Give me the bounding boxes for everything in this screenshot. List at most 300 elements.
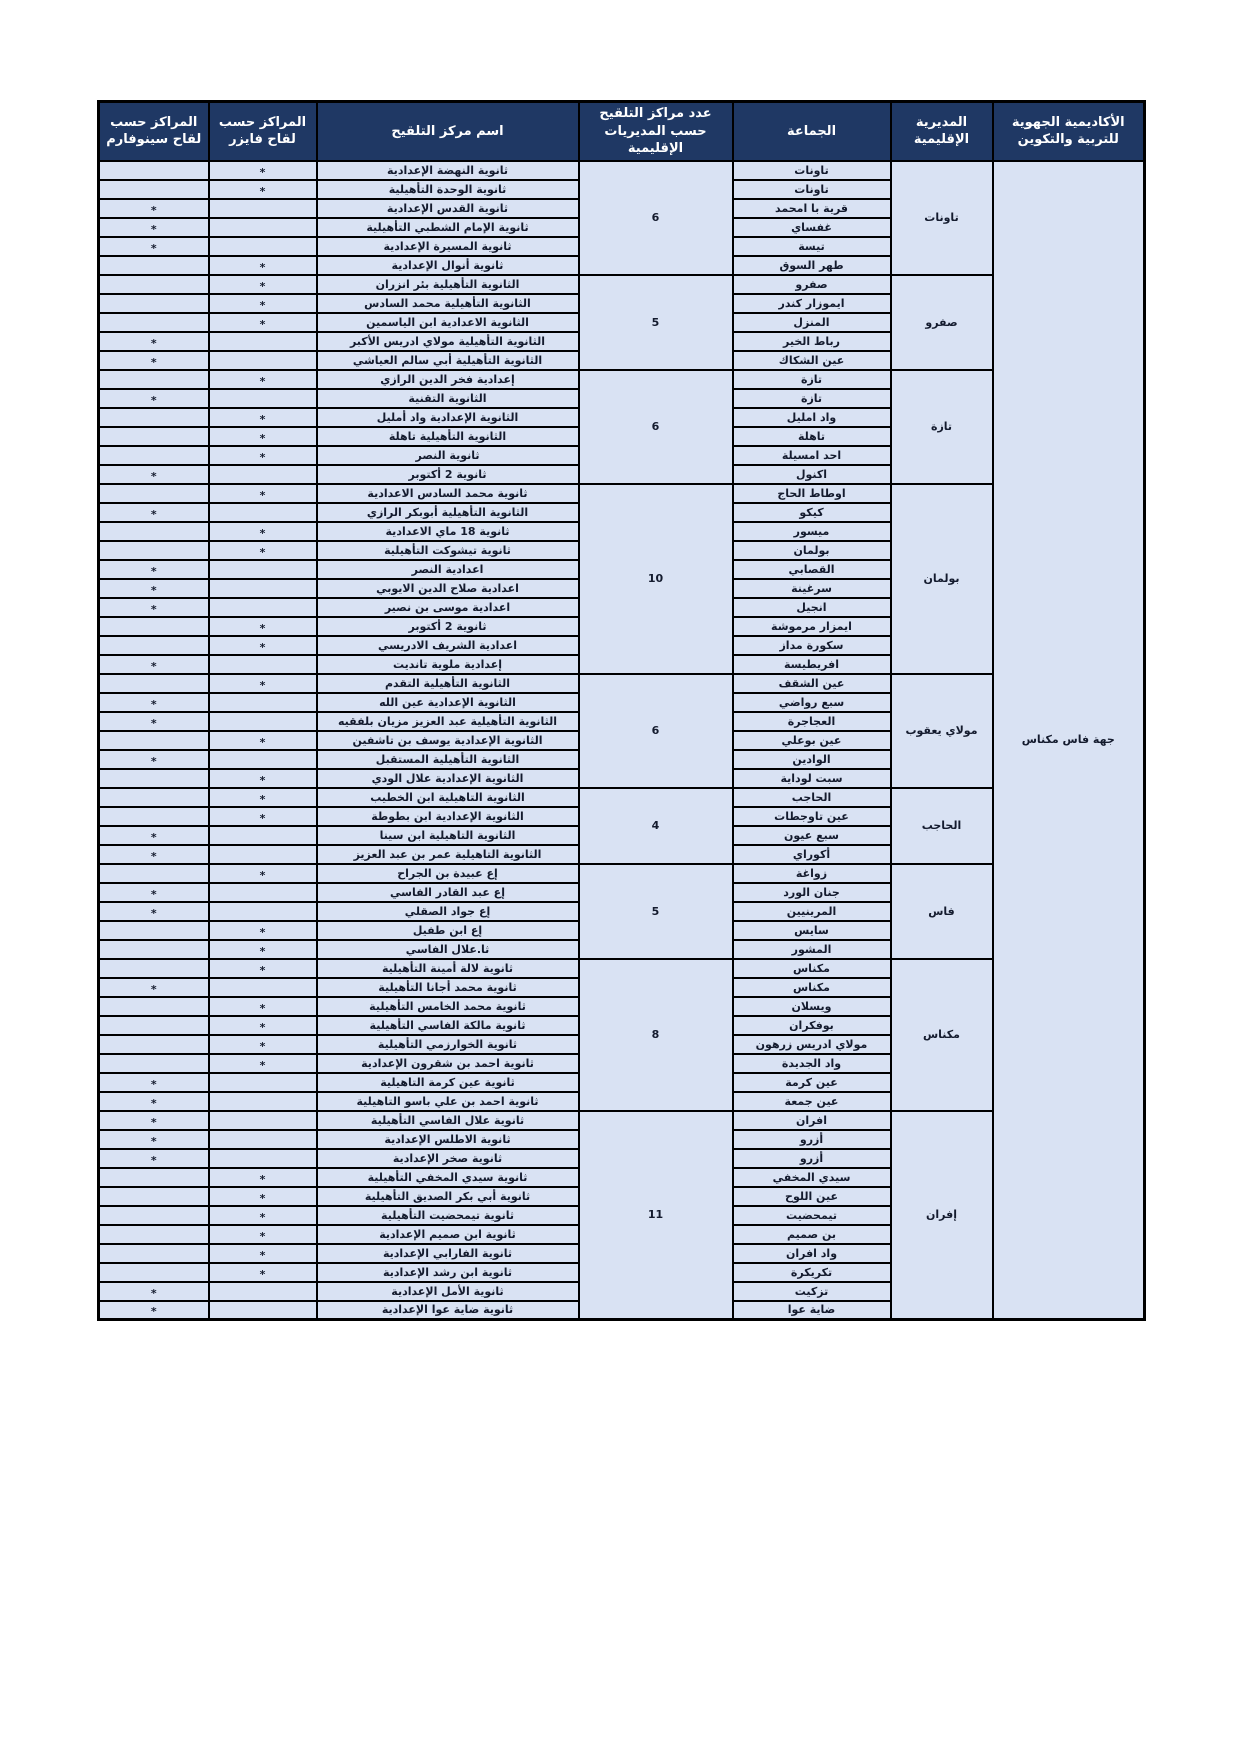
sinopharm-mark-cell [99, 1016, 209, 1035]
center-name-cell: الثانوية التأهيلية بئر انزران [317, 275, 579, 294]
commune-cell: أكوراي [733, 845, 891, 864]
pfizer-mark-cell [209, 864, 317, 883]
sinopharm-mark-cell [99, 465, 209, 484]
commune-cell: بولمان [733, 541, 891, 560]
pfizer-mark-cell [209, 902, 317, 921]
sinopharm-mark-cell [99, 1301, 209, 1320]
commune-cell: ايمزار مرموشة [733, 617, 891, 636]
commune-cell: سيدي المخفي [733, 1168, 891, 1187]
sinopharm-mark-cell [99, 845, 209, 864]
pfizer-mark-cell [209, 712, 317, 731]
center-name-cell: ثانوية ضاية عوا الإعدادية [317, 1301, 579, 1320]
count-cell: 11 [579, 1111, 733, 1320]
sinopharm-mark-cell [99, 351, 209, 370]
star-mark: * [259, 640, 266, 654]
pfizer-mark-cell [209, 370, 317, 389]
pfizer-mark-cell [209, 1130, 317, 1149]
center-name-cell: اعدادية موسى بن نصير [317, 598, 579, 617]
center-name-cell: الثانوية الاعدادية ابن الياسمين [317, 313, 579, 332]
center-name-cell: ثانوية الاطلس الإعدادية [317, 1130, 579, 1149]
commune-cell: تيسة [733, 237, 891, 256]
star-mark: * [150, 1153, 157, 1167]
center-name-cell: ثانوية 2 أكتوبر [317, 617, 579, 636]
pfizer-mark-cell [209, 1149, 317, 1168]
center-name-cell: ثانوية محمد الخامس التأهيلية [317, 997, 579, 1016]
sinopharm-mark-cell [99, 1073, 209, 1092]
star-mark: * [259, 1210, 266, 1224]
count-cell: 6 [579, 674, 733, 788]
sinopharm-mark-cell [99, 1244, 209, 1263]
center-name-cell: اعدادية الشريف الادريسي [317, 636, 579, 655]
sinopharm-mark-cell [99, 921, 209, 940]
pfizer-mark-cell [209, 807, 317, 826]
sinopharm-mark-cell [99, 731, 209, 750]
sinopharm-mark-cell [99, 617, 209, 636]
sinopharm-mark-cell [99, 997, 209, 1016]
sinopharm-mark-cell [99, 693, 209, 712]
sinopharm-mark-cell [99, 1054, 209, 1073]
star-mark: * [259, 165, 266, 179]
pfizer-mark-cell [209, 522, 317, 541]
star-mark: * [150, 1096, 157, 1110]
pfizer-mark-cell [209, 313, 317, 332]
commune-cell: عين بوعلي [733, 731, 891, 750]
sinopharm-mark-cell [99, 579, 209, 598]
commune-cell: تاهلة [733, 427, 891, 446]
pfizer-mark-cell [209, 750, 317, 769]
pfizer-mark-cell [209, 598, 317, 617]
table-row [99, 1111, 1145, 1130]
center-name-cell: ثانوية محمد أجانا التأهيلية [317, 978, 579, 997]
header-center-name: اسم مركز التلقيح [317, 102, 579, 161]
star-mark: * [259, 279, 266, 293]
sinopharm-mark-cell [99, 522, 209, 541]
pfizer-mark-cell [209, 693, 317, 712]
sinopharm-mark-cell [99, 1035, 209, 1054]
pfizer-mark-cell [209, 218, 317, 237]
sinopharm-mark-cell [99, 256, 209, 275]
sinopharm-mark-cell [99, 560, 209, 579]
star-mark: * [259, 526, 266, 540]
star-mark: * [150, 336, 157, 350]
center-name-cell: الثانوية الإعدادية ابن بطوطة [317, 807, 579, 826]
center-name-cell: ثانوية احمد بن شقرون الإعدادية [317, 1054, 579, 1073]
commune-cell: سبع عيون [733, 826, 891, 845]
pfizer-mark-cell [209, 446, 317, 465]
center-name-cell: ثانوية علال الفاسي التأهيلية [317, 1111, 579, 1130]
center-name-cell: ثانوية الوحدة التأهيلية [317, 180, 579, 199]
pfizer-mark-cell [209, 636, 317, 655]
table-row [99, 275, 1145, 294]
pfizer-mark-cell [209, 161, 317, 180]
pfizer-mark-cell [209, 180, 317, 199]
star-mark: * [150, 1077, 157, 1091]
pfizer-mark-cell [209, 1225, 317, 1244]
center-name-cell: الثانوية التأهيلية أبي سالم العياشي [317, 351, 579, 370]
star-mark: * [259, 298, 266, 312]
star-mark: * [259, 678, 266, 692]
sinopharm-mark-cell [99, 484, 209, 503]
sinopharm-mark-cell [99, 275, 209, 294]
star-mark: * [259, 1248, 266, 1262]
pfizer-mark-cell [209, 1168, 317, 1187]
vaccination-centers-table-container [97, 100, 1146, 1321]
sinopharm-mark-cell [99, 1282, 209, 1301]
sinopharm-mark-cell [99, 1187, 209, 1206]
pfizer-mark-cell [209, 940, 317, 959]
center-name-cell: ثانوية لالة أمينة التأهيلية [317, 959, 579, 978]
star-mark: * [150, 241, 157, 255]
pfizer-mark-cell [209, 560, 317, 579]
header-pfizer: المراكز حسب لقاح فايزر [209, 102, 317, 161]
academy-cell: جهة فاس مكناس [993, 161, 1145, 1320]
commune-cell: تزكيت [733, 1282, 891, 1301]
commune-cell: سبع رواضي [733, 693, 891, 712]
star-mark: * [150, 906, 157, 920]
commune-cell: عين اللوح [733, 1187, 891, 1206]
pfizer-mark-cell [209, 1187, 317, 1206]
table-row [99, 864, 1145, 883]
center-name-cell: ثانوية محمد السادس الاعدادية [317, 484, 579, 503]
star-mark: * [259, 260, 266, 274]
star-mark: * [150, 849, 157, 863]
pfizer-mark-cell [209, 1111, 317, 1130]
commune-cell: طهر السوق [733, 256, 891, 275]
center-name-cell: ثانوية مالكة الفاسي التأهيلية [317, 1016, 579, 1035]
star-mark: * [150, 830, 157, 844]
sinopharm-mark-cell [99, 161, 209, 180]
table-row [99, 959, 1145, 978]
pfizer-mark-cell [209, 484, 317, 503]
center-name-cell: الثانوية التأهيلية المستقبل [317, 750, 579, 769]
pfizer-mark-cell [209, 655, 317, 674]
center-name-cell: ثانوية الأمل الإعدادية [317, 1282, 579, 1301]
commune-cell: انجيل [733, 598, 891, 617]
commune-cell: واد افران [733, 1244, 891, 1263]
pfizer-mark-cell [209, 465, 317, 484]
header-sinopharm: المراكز حسب لقاح سينوفارم [99, 102, 209, 161]
pfizer-mark-cell [209, 199, 317, 218]
sinopharm-mark-cell [99, 959, 209, 978]
star-mark: * [259, 868, 266, 882]
sinopharm-mark-cell [99, 503, 209, 522]
center-name-cell: إعدادية ملوية تانديت [317, 655, 579, 674]
star-mark: * [150, 469, 157, 483]
sinopharm-mark-cell [99, 826, 209, 845]
commune-cell: تازة [733, 389, 891, 408]
sinopharm-mark-cell [99, 902, 209, 921]
commune-cell: مولاي ادريس زرهون [733, 1035, 891, 1054]
star-mark: * [259, 811, 266, 825]
commune-cell: زواغة [733, 864, 891, 883]
commune-cell: غفساي [733, 218, 891, 237]
header-directorate: المديرية الإقليمية [891, 102, 993, 161]
center-name-cell: إعدادية فخر الدين الرازي [317, 370, 579, 389]
header-centers-count: عدد مراكز التلقيح حسب المديريات الإقليمية [579, 102, 733, 161]
pfizer-mark-cell [209, 389, 317, 408]
sinopharm-mark-cell [99, 294, 209, 313]
center-name-cell: ثانوية ابن رشد الإعدادية [317, 1263, 579, 1282]
center-name-cell: ثانوية النهضة الإعدادية [317, 161, 579, 180]
center-name-cell: ثانوية القدس الإعدادية [317, 199, 579, 218]
sinopharm-mark-cell [99, 750, 209, 769]
star-mark: * [150, 887, 157, 901]
center-name-cell: ثانوية الفارابي الإعدادية [317, 1244, 579, 1263]
center-name-cell: الثانوية التقنية [317, 389, 579, 408]
pfizer-mark-cell [209, 1244, 317, 1263]
directorate-cell: تازة [891, 370, 993, 484]
commune-cell: ويسلان [733, 997, 891, 1016]
count-cell: 6 [579, 370, 733, 484]
center-name-cell: الثانوية التاهيلية ابن سينا [317, 826, 579, 845]
pfizer-mark-cell [209, 978, 317, 997]
star-mark: * [259, 963, 266, 977]
sinopharm-mark-cell [99, 940, 209, 959]
star-mark: * [259, 1267, 266, 1281]
star-mark: * [150, 1115, 157, 1129]
commune-cell: المشور [733, 940, 891, 959]
sinopharm-mark-cell [99, 1092, 209, 1111]
commune-cell: صفرو [733, 275, 891, 294]
center-name-cell: إع جواد الصقلي [317, 902, 579, 921]
star-mark: * [150, 564, 157, 578]
star-mark: * [259, 735, 266, 749]
count-cell: 5 [579, 864, 733, 959]
center-name-cell: الثانوية التأهيلية عبد العزيز مزيان بلفقيه [317, 712, 579, 731]
commune-cell: تكريكرة [733, 1263, 891, 1282]
center-name-cell: ثانوية صخر الإعدادية [317, 1149, 579, 1168]
star-mark: * [150, 393, 157, 407]
sinopharm-mark-cell [99, 408, 209, 427]
star-mark: * [259, 1229, 266, 1243]
commune-cell: أزرو [733, 1149, 891, 1168]
sinopharm-mark-cell [99, 313, 209, 332]
commune-cell: سكورة مداز [733, 636, 891, 655]
star-mark: * [150, 754, 157, 768]
directorate-cell: إفران [891, 1111, 993, 1320]
center-name-cell: الثانوية التأهيلية التقدم [317, 674, 579, 693]
commune-cell: احد امسيلة [733, 446, 891, 465]
center-name-cell: الثانوية التاهيلية عمر بن عبد العزيز [317, 845, 579, 864]
pfizer-mark-cell [209, 788, 317, 807]
star-mark: * [259, 450, 266, 464]
sinopharm-mark-cell [99, 712, 209, 731]
star-mark: * [150, 982, 157, 996]
star-mark: * [150, 222, 157, 236]
pfizer-mark-cell [209, 1206, 317, 1225]
pfizer-mark-cell [209, 921, 317, 940]
sinopharm-mark-cell [99, 655, 209, 674]
count-cell: 6 [579, 161, 733, 275]
pfizer-mark-cell [209, 997, 317, 1016]
star-mark: * [259, 1001, 266, 1015]
commune-cell: مكناس [733, 978, 891, 997]
pfizer-mark-cell [209, 1301, 317, 1320]
star-mark: * [259, 621, 266, 635]
pfizer-mark-cell [209, 427, 317, 446]
commune-cell: اكنول [733, 465, 891, 484]
commune-cell: افريطيسة [733, 655, 891, 674]
star-mark: * [150, 583, 157, 597]
pfizer-mark-cell [209, 408, 317, 427]
commune-cell: قرية با امحمد [733, 199, 891, 218]
center-name-cell: إع ابن طفيل [317, 921, 579, 940]
star-mark: * [259, 1039, 266, 1053]
pfizer-mark-cell [209, 1092, 317, 1111]
star-mark: * [259, 184, 266, 198]
center-name-cell: الثانوية التأهيلية محمد السادس [317, 294, 579, 313]
commune-cell: القصابي [733, 560, 891, 579]
commune-cell: جنان الورد [733, 883, 891, 902]
center-name-cell: ثانوية سيدي المخفي التأهيلية [317, 1168, 579, 1187]
star-mark: * [259, 773, 266, 787]
pfizer-mark-cell [209, 237, 317, 256]
center-name-cell: الثانوية التأهيلية مولاي ادريس الأكبر [317, 332, 579, 351]
sinopharm-mark-cell [99, 446, 209, 465]
star-mark: * [150, 1286, 157, 1300]
sinopharm-mark-cell [99, 199, 209, 218]
star-mark: * [259, 1172, 266, 1186]
pfizer-mark-cell [209, 617, 317, 636]
sinopharm-mark-cell [99, 864, 209, 883]
pfizer-mark-cell [209, 1035, 317, 1054]
pfizer-mark-cell [209, 351, 317, 370]
commune-cell: تازة [733, 370, 891, 389]
star-mark: * [259, 1191, 266, 1205]
center-name-cell: ثانوية عين كرمة التاهيلية [317, 1073, 579, 1092]
commune-cell: تاونات [733, 180, 891, 199]
sinopharm-mark-cell [99, 1168, 209, 1187]
commune-cell: بوفكران [733, 1016, 891, 1035]
directorate-cell: الحاجب [891, 788, 993, 864]
directorate-cell: بولمان [891, 484, 993, 674]
count-cell: 10 [579, 484, 733, 674]
sinopharm-mark-cell [99, 1149, 209, 1168]
sinopharm-mark-cell [99, 807, 209, 826]
sinopharm-mark-cell [99, 237, 209, 256]
star-mark: * [259, 412, 266, 426]
count-cell: 4 [579, 788, 733, 864]
sinopharm-mark-cell [99, 389, 209, 408]
commune-cell: مكناس [733, 959, 891, 978]
star-mark: * [150, 355, 157, 369]
pfizer-mark-cell [209, 1073, 317, 1092]
commune-cell: عين الشكاك [733, 351, 891, 370]
commune-cell: سايس [733, 921, 891, 940]
star-mark: * [150, 697, 157, 711]
star-mark: * [259, 545, 266, 559]
center-name-cell: اعدادية النصر [317, 560, 579, 579]
sinopharm-mark-cell [99, 427, 209, 446]
commune-cell: ايموزار كندر [733, 294, 891, 313]
pfizer-mark-cell [209, 1282, 317, 1301]
center-name-cell: ثانوية المسيرة الإعدادية [317, 237, 579, 256]
center-name-cell: إع عبيدة بن الجراح [317, 864, 579, 883]
commune-cell: واد الجديدة [733, 1054, 891, 1073]
pfizer-mark-cell [209, 883, 317, 902]
center-name-cell: ثانوية احمد بن علي باسو التاهيلية [317, 1092, 579, 1111]
center-name-cell: الثانوية التأهيلية تاهلة [317, 427, 579, 446]
center-name-cell: ثانوية أنوال الإعدادية [317, 256, 579, 275]
commune-cell: عين تاوجطات [733, 807, 891, 826]
star-mark: * [259, 925, 266, 939]
sinopharm-mark-cell [99, 674, 209, 693]
commune-cell: واد امليل [733, 408, 891, 427]
center-name-cell: الثانوية الإعدادية يوسف بن تاشفين [317, 731, 579, 750]
star-mark: * [150, 716, 157, 730]
commune-cell: سرغينة [733, 579, 891, 598]
commune-cell: افران [733, 1111, 891, 1130]
sinopharm-mark-cell [99, 769, 209, 788]
commune-cell: بن صميم [733, 1225, 891, 1244]
sinopharm-mark-cell [99, 1206, 209, 1225]
pfizer-mark-cell [209, 845, 317, 864]
sinopharm-mark-cell [99, 598, 209, 617]
commune-cell: العجاجرة [733, 712, 891, 731]
pfizer-mark-cell [209, 769, 317, 788]
sinopharm-mark-cell [99, 541, 209, 560]
center-name-cell: ثانوية النصر [317, 446, 579, 465]
star-mark: * [259, 431, 266, 445]
center-name-cell: اعدادية صلاح الدين الايوبي [317, 579, 579, 598]
pfizer-mark-cell [209, 256, 317, 275]
pfizer-mark-cell [209, 959, 317, 978]
star-mark: * [259, 374, 266, 388]
sinopharm-mark-cell [99, 636, 209, 655]
sinopharm-mark-cell [99, 883, 209, 902]
directorate-cell: صفرو [891, 275, 993, 370]
header-commune: الجماعة [733, 102, 891, 161]
star-mark: * [150, 203, 157, 217]
sinopharm-mark-cell [99, 1130, 209, 1149]
center-name-cell: الثانوية الإعدادية واد أمليل [317, 408, 579, 427]
center-name-cell: ثا.علال الفاسي [317, 940, 579, 959]
commune-cell: عين الشقف [733, 674, 891, 693]
sinopharm-mark-cell [99, 218, 209, 237]
center-name-cell: ثانوية 18 ماي الاعدادية [317, 522, 579, 541]
commune-cell: اوطاط الحاج [733, 484, 891, 503]
commune-cell: عين كرمة [733, 1073, 891, 1092]
commune-cell: عين جمعة [733, 1092, 891, 1111]
commune-cell: رباط الخير [733, 332, 891, 351]
commune-cell: المرينيين [733, 902, 891, 921]
center-name-cell: الثانوية الإعدادية عين الله [317, 693, 579, 712]
sinopharm-mark-cell [99, 1111, 209, 1130]
center-name-cell: إع عبد القادر الفاسي [317, 883, 579, 902]
center-name-cell: الثانوية التأهيلية أبوبكر الرازي [317, 503, 579, 522]
pfizer-mark-cell [209, 731, 317, 750]
center-name-cell: ثانوية أبي بكر الصديق التأهيلية [317, 1187, 579, 1206]
pfizer-mark-cell [209, 826, 317, 845]
directorate-cell: تاونات [891, 161, 993, 275]
star-mark: * [150, 1134, 157, 1148]
sinopharm-mark-cell [99, 1225, 209, 1244]
pfizer-mark-cell [209, 541, 317, 560]
table-row [99, 484, 1145, 503]
center-name-cell: الثانوية التاهيلية ابن الخطيب [317, 788, 579, 807]
commune-cell: المنزل [733, 313, 891, 332]
center-name-cell: ثانوية 2 أكتوبر [317, 465, 579, 484]
commune-cell: تيمحضيت [733, 1206, 891, 1225]
directorate-cell: فاس [891, 864, 993, 959]
sinopharm-mark-cell [99, 978, 209, 997]
pfizer-mark-cell [209, 674, 317, 693]
pfizer-mark-cell [209, 503, 317, 522]
star-mark: * [150, 507, 157, 521]
table-row [99, 788, 1145, 807]
sinopharm-mark-cell [99, 332, 209, 351]
sinopharm-mark-cell [99, 788, 209, 807]
